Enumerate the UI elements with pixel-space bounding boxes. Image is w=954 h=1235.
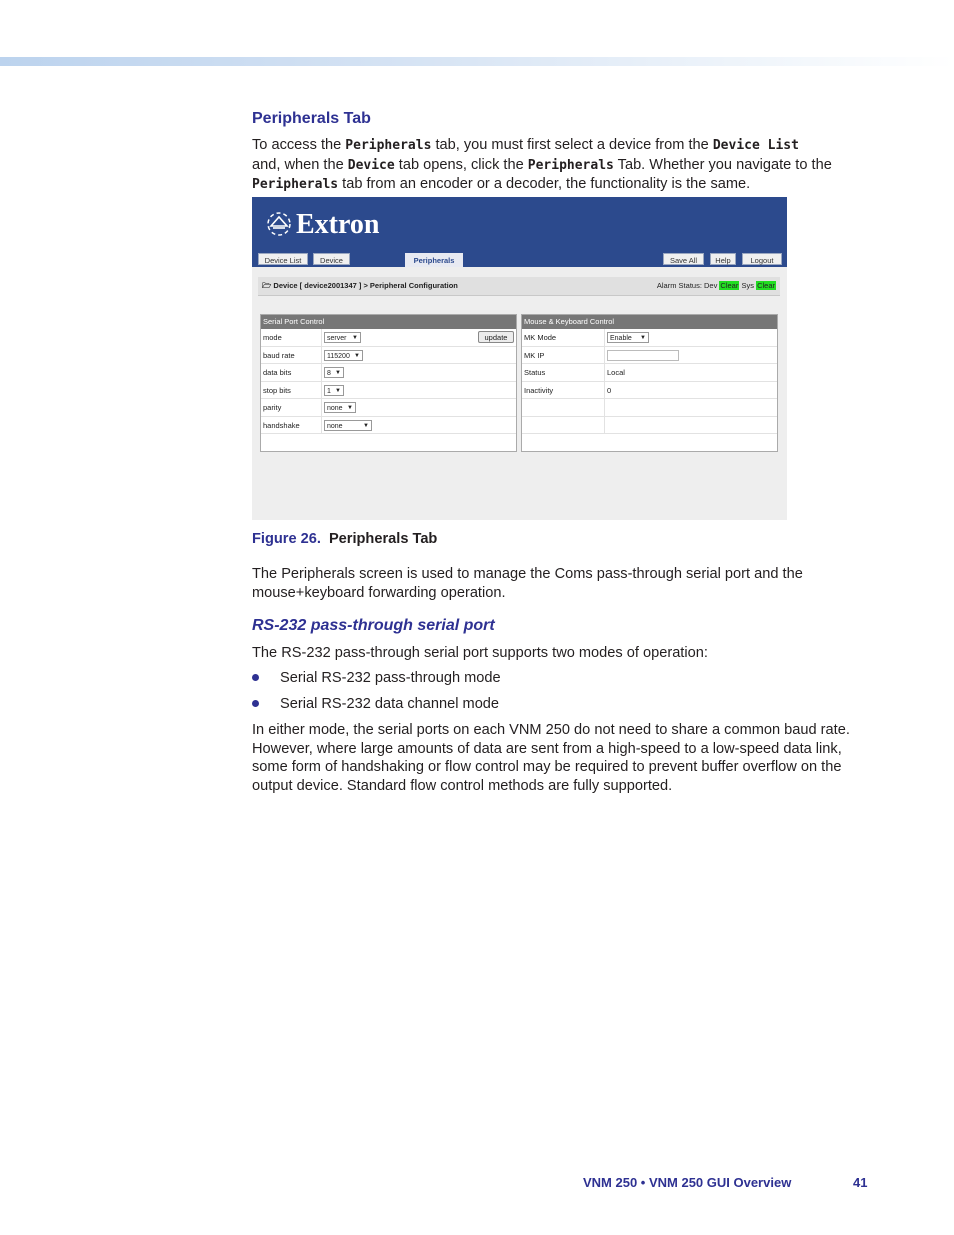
tab-device[interactable]: Device bbox=[313, 253, 350, 265]
page-number: 41 bbox=[853, 1175, 868, 1190]
handshake-select[interactable]: none ▼ bbox=[324, 420, 372, 431]
breadcrumb-path: Device [ device2001347 ] > Peripheral Configuration bbox=[273, 281, 458, 290]
folder-icon: 🗁 bbox=[262, 281, 272, 290]
update-button[interactable]: update bbox=[478, 331, 514, 343]
mk-mode-select[interactable]: Enable ▼ bbox=[607, 332, 649, 343]
intro-paragraph: To access the Peripherals tab, you must first select a device from the Device List and, when the Device tab opens, click the Peripherals Tab. Whether you navigate to the Peripherals tab from an encoder or a decoder, the functionality is the same. bbox=[252, 137, 832, 192]
mk-ip-input[interactable] bbox=[607, 350, 679, 361]
bullet-icon bbox=[252, 674, 259, 681]
gui-header bbox=[252, 197, 787, 267]
mode-select[interactable]: server ▼ bbox=[324, 332, 361, 343]
serial-port-panel: Serial Port Control mode server ▼ update baud rate 115200 ▼ data bits 8 ▼ stop bits 1 ▼ parity none ▼ handshake none ▼ bbox=[260, 314, 517, 452]
mouse-keyboard-panel: Mouse & Keyboard Control MK Mode Enable ▼ MK IP Status Local Inactivity 0 bbox=[521, 314, 778, 452]
breadcrumb bbox=[258, 277, 780, 296]
mk-status-value: Local bbox=[607, 368, 625, 377]
figure-caption bbox=[252, 531, 437, 547]
parity-select[interactable]: none ▼ bbox=[324, 402, 356, 413]
bullet-icon bbox=[252, 700, 259, 707]
sys-status-badge: Clear bbox=[757, 281, 775, 290]
serial-panel-title: Serial Port Control bbox=[261, 315, 516, 329]
tab-device-list[interactable]: Device List bbox=[258, 253, 308, 265]
extron-emblem-icon bbox=[266, 211, 292, 237]
data-bits-select[interactable]: 8 ▼ bbox=[324, 367, 344, 378]
extron-logo: Extron bbox=[266, 209, 380, 241]
baud-rate-select[interactable]: 115200 ▼ bbox=[324, 350, 363, 361]
section-heading: Peripherals Tab bbox=[252, 110, 371, 127]
peripherals-description: The Peripherals screen is used to manage the Coms pass-through serial port and the mouse+keyboard forwarding operation. bbox=[252, 566, 803, 601]
mk-inactivity-value: 0 bbox=[607, 385, 612, 395]
stop-bits-select[interactable]: 1 ▼ bbox=[324, 385, 344, 396]
alarm-status: Alarm Status: Dev Clear Sys Clear bbox=[656, 281, 775, 290]
baud-rate-paragraph: In either mode, the serial ports on each VNM 250 do not need to share a common baud rate. However, where large amounts of data are sent from a high-speed to a low-speed data link, some form of handshaking or flow control may be required to prevent buffer overflow on the output device. Standard flow control methods are fully supported. bbox=[252, 722, 850, 794]
modes-intro: The RS-232 pass-through serial port supports two modes of operation: bbox=[252, 645, 708, 661]
header-gradient-bar bbox=[0, 57, 954, 66]
figure-number: Figure 26. bbox=[252, 531, 321, 547]
logout-button[interactable]: Logout bbox=[742, 253, 782, 265]
dev-status-badge: Clear bbox=[720, 281, 739, 290]
mk-panel-title: Mouse & Keyboard Control bbox=[522, 315, 777, 329]
footer-title: VNM 250 • VNM 250 GUI Overview bbox=[583, 1175, 792, 1190]
save-all-button[interactable]: Save All bbox=[663, 253, 704, 265]
figure-title: Peripherals Tab bbox=[328, 531, 438, 547]
tab-peripherals[interactable]: Peripherals bbox=[405, 253, 463, 267]
subsection-heading: RS-232 pass-through serial port bbox=[252, 617, 495, 634]
peripherals-screenshot bbox=[252, 197, 787, 520]
help-button[interactable]: Help bbox=[710, 253, 736, 265]
